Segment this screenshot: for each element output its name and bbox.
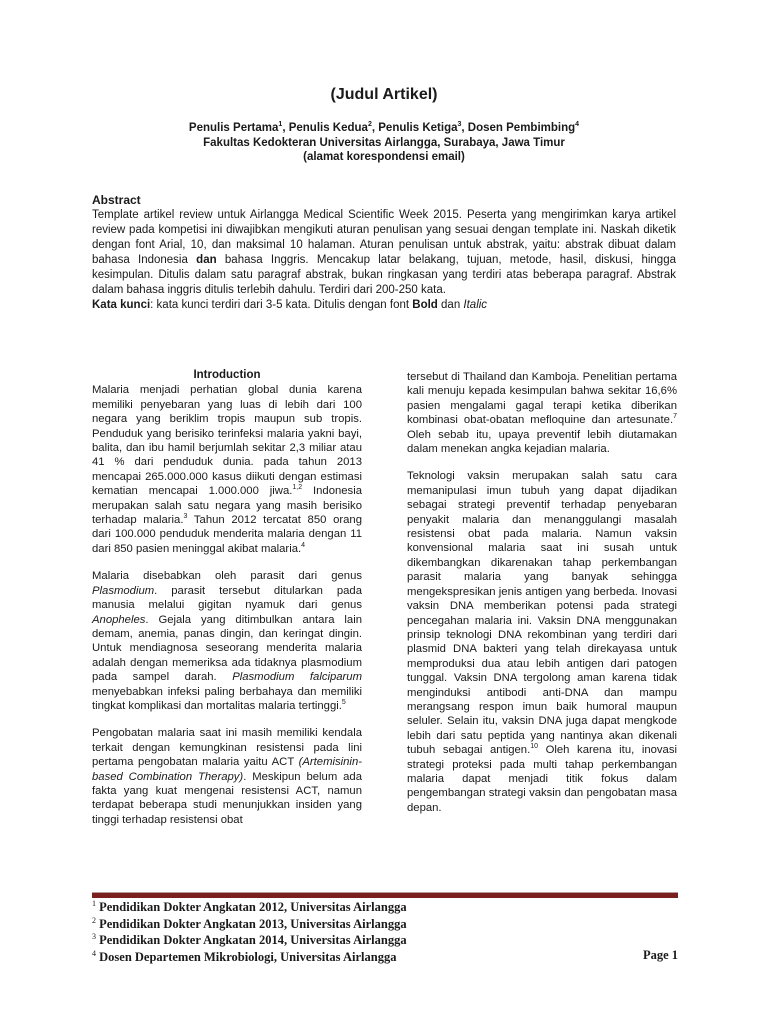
- affiliation: Fakultas Kedokteran Universitas Airlangga, Surabaya, Jawa Timur: [203, 136, 565, 149]
- footnote-sup: 3: [92, 931, 96, 941]
- paragraph-text: Indonesia merupakan salah satu negara yang masih berisiko terhadap malaria.: [92, 485, 362, 527]
- italic-term: Plasmodium falciparum: [232, 671, 363, 684]
- italic-term: (Artemisinin-based Combination Therapy): [92, 756, 362, 783]
- footnote-text: Pendidikan Dokter Angkatan 2014, Universitas Airlangga: [99, 933, 407, 947]
- keywords-italic-example: Italic: [463, 299, 488, 311]
- introduction-heading: Introduction: [193, 369, 261, 381]
- article-title: (Judul Artikel): [330, 86, 438, 103]
- footnote-text: Dosen Departemen Mikrobiologi, Universitas Airlangga: [99, 949, 397, 964]
- footnote-text: Pendidikan Dokter Angkatan 2012, Universitas Airlangga: [99, 900, 407, 914]
- abstract-text: bahasa Inggris. Mencakup latar belakang, tujuan, metode, hasil, diskusi, hingga kesimpulan. Ditulis dalam satu paragraf abstrak, bukan ringkasan yang terdiri atas beberapa paragraf. Abstrak dalam bahasa inggris ditulis terlebih dahulu. Terdiri dari 200-250 kata.: [92, 254, 676, 296]
- author-list: Penulis Pertama$^1$, Penulis Kedua$^2$, Penulis Ketiga$^3$, Dosen Pembimbing$^4$: [188, 121, 580, 134]
- author-name: Dosen Pembimbing: [467, 122, 576, 134]
- paragraph: [407, 370, 677, 456]
- citation-sup: 1,2: [292, 484, 303, 492]
- paragraph-text: Malaria menjadi perhatian global dunia karena memiliki penyebaran yang luas di lebih dari 100 negara yang beriklim tropis maupun sub tropis. Penduduk yang berisiko terinfeksi malaria yakni bayi, balita, dan ibu hamil berjumlah sekitar 2,3 miliar atau 41 % dari penduduk dunia. pada tahun 2013 mencapai 265.000.000 kasus diikuti dengan estimasi kematian mencapai 1.000.000 jiwa.: [92, 384, 362, 498]
- paragraph-text: Malaria disebabkan oleh parasit dari genus: [92, 570, 362, 583]
- author-name: Penulis Kedua: [288, 122, 368, 134]
- italic-term: Anopheles: [92, 613, 146, 626]
- author-name: Penulis Ketiga: [378, 122, 458, 134]
- author-sup: 1: [278, 121, 283, 129]
- citation-sup: 5: [341, 699, 346, 707]
- abstract-section: [92, 193, 676, 313]
- author-block: [0, 121, 768, 165]
- citation-sup: 3: [183, 513, 188, 521]
- left-column: [92, 368, 362, 840]
- correspondence-email: (alamat korespondensi email): [303, 151, 465, 163]
- paragraph: [92, 726, 362, 827]
- footnote-sup: 4: [92, 948, 96, 958]
- keywords-label: Kata kunci: [92, 299, 151, 311]
- abstract-text: Template artikel review untuk Airlangga Medical Scientific Week 2015. Peserta yang mengirimkan karya artikel review pada kompetisi ini diwajibkan mengikuti aturan penulisan yang sesuai dengan template ini. Naskah diketik dengan font Arial, 10, dan maksimal 10 halaman. Aturan penulisan untuk abstrak, yaitu: abstrak dibuat dalam bahasa Indonesia: [92, 209, 676, 266]
- paragraph-text: Oleh karena itu, inovasi strategi proteksi pada multi tahap perkembangan malaria dapat menjadi titik fokus dalam pengembangan strategi vaksin dan pengobatan masa depan.: [407, 744, 677, 814]
- citation-sup: 7: [673, 413, 677, 421]
- keywords: [92, 298, 676, 313]
- paragraph: [92, 383, 362, 556]
- footnote-sup: 1: [92, 898, 96, 908]
- abstract-body: [92, 208, 676, 298]
- footnote: [92, 949, 682, 966]
- keywords-text: : kata kunci terdiri dari 3-5 kata. Ditulis dengan font: [150, 299, 413, 311]
- paragraph-text: Pengobatan malaria saat ini masih memiliki kendala terkait dengan kemungkinan resistensi pada lini pertama pengobatan malaria yaitu ACT: [92, 727, 362, 769]
- author-sup: 2: [367, 121, 372, 129]
- italic-term: Plasmodium: [92, 584, 155, 597]
- paragraph-text: . Meskipun belum ada fakta yang kuat mengenai resistensi ACT, namun terdapat beberapa studi menunjukkan insiden yang tinggi terhadap resistensi obat: [92, 770, 362, 826]
- right-column: [407, 370, 677, 828]
- footnote: [92, 899, 682, 916]
- keywords-bold-example: Bold: [412, 299, 438, 311]
- paragraph-text: tersebut di Thailand dan Kamboja. Penelitian pertama kali menuju kepada kesimpulan bahwa sekitar 16,6% pasien mengalami gagal terapi ketika diberikan kombinasi obat-obatan mefloquine dan artesunate.: [407, 371, 677, 427]
- footer-divider: [92, 892, 678, 898]
- paragraph: [407, 469, 677, 815]
- author-name: Penulis Pertama: [188, 122, 279, 134]
- paragraph-text: . parasit tersebut ditularkan pada manusia melalui gigitan nyamuk dari genus: [92, 584, 362, 612]
- page-number: Page 1: [642, 948, 678, 962]
- paragraph-text: menyebabkan infeksi paling berbahaya dan memiliki tingkat komplikasi dan mortalitas malaria tertinggi.: [92, 685, 362, 712]
- footnote-text: Pendidikan Dokter Angkatan 2013, Universitas Airlangga: [99, 916, 407, 931]
- footnotes: [92, 899, 682, 965]
- author-sup: 3: [457, 121, 462, 129]
- abstract-bold-word: dan: [196, 254, 217, 266]
- paragraph: [92, 569, 362, 713]
- citation-sup: 4: [301, 542, 306, 550]
- citation-sup: 10: [530, 743, 539, 751]
- footnote: [92, 916, 682, 933]
- paragraph-text: Teknologi vaksin merupakan salah satu cara memanipulasi imun tubuh yang dapat dijadikan sebagai strategi preventif terhadap penyebaran penyakit malaria dan menanggulangi masalah resistensi obat pada malaria. Namun vaksin konvensional malaria saat ini susah untuk dikembangkan dikarenakan tahap perkembangan parasit malaria yang banyak sehingga mengekspresikan jenis antigen yang berbeda. Inovasi vaksin DNA memberikan potensi pada strategi pencegahan malaria ini. Vaksin DNA menggunakan prinsip teknologi DNA rekombinan yang terdiri dari plasmid DNA bakteri yang telah direkayasa untuk memproduksi dua atau lebih antigen dari patogen tunggal. Vaksin DNA tergolong aman karena tidak menginduksi antibodi anti-DNA dan mampu merangsang respon imun baik humoral maupun seluler. Selain itu, vaksin DNA juga dapat mengkode lebih dari satu peptida yang nantinya akan dikenali tubuh sebagai antigen.: [407, 470, 677, 757]
- paragraph-text: . Gejala yang ditimbulkan antara lain demam, anemia, panas dingin, dan keringat dingin. Untuk mendiagnosa seseorang menderita malaria adalah dengan memeriksa ada tidaknya plasmodium pada sampel darah.: [92, 613, 362, 684]
- abstract-heading: Abstract: [92, 193, 141, 207]
- paragraph-text: Oleh sebab itu, upaya preventif lebih diutamakan dalam menekan angka kejadian malaria.: [407, 428, 677, 456]
- footnote: [92, 932, 682, 949]
- keywords-and: dan: [437, 299, 464, 311]
- paragraph-text: Tahun 2012 tercatat 850 orang dari 100.000 penduduk menderita malaria dengan 11 dari 850 pasien meninggal akibat malaria.: [92, 514, 362, 555]
- author-sup: 4: [575, 121, 580, 129]
- footnote-sup: 2: [92, 915, 96, 925]
